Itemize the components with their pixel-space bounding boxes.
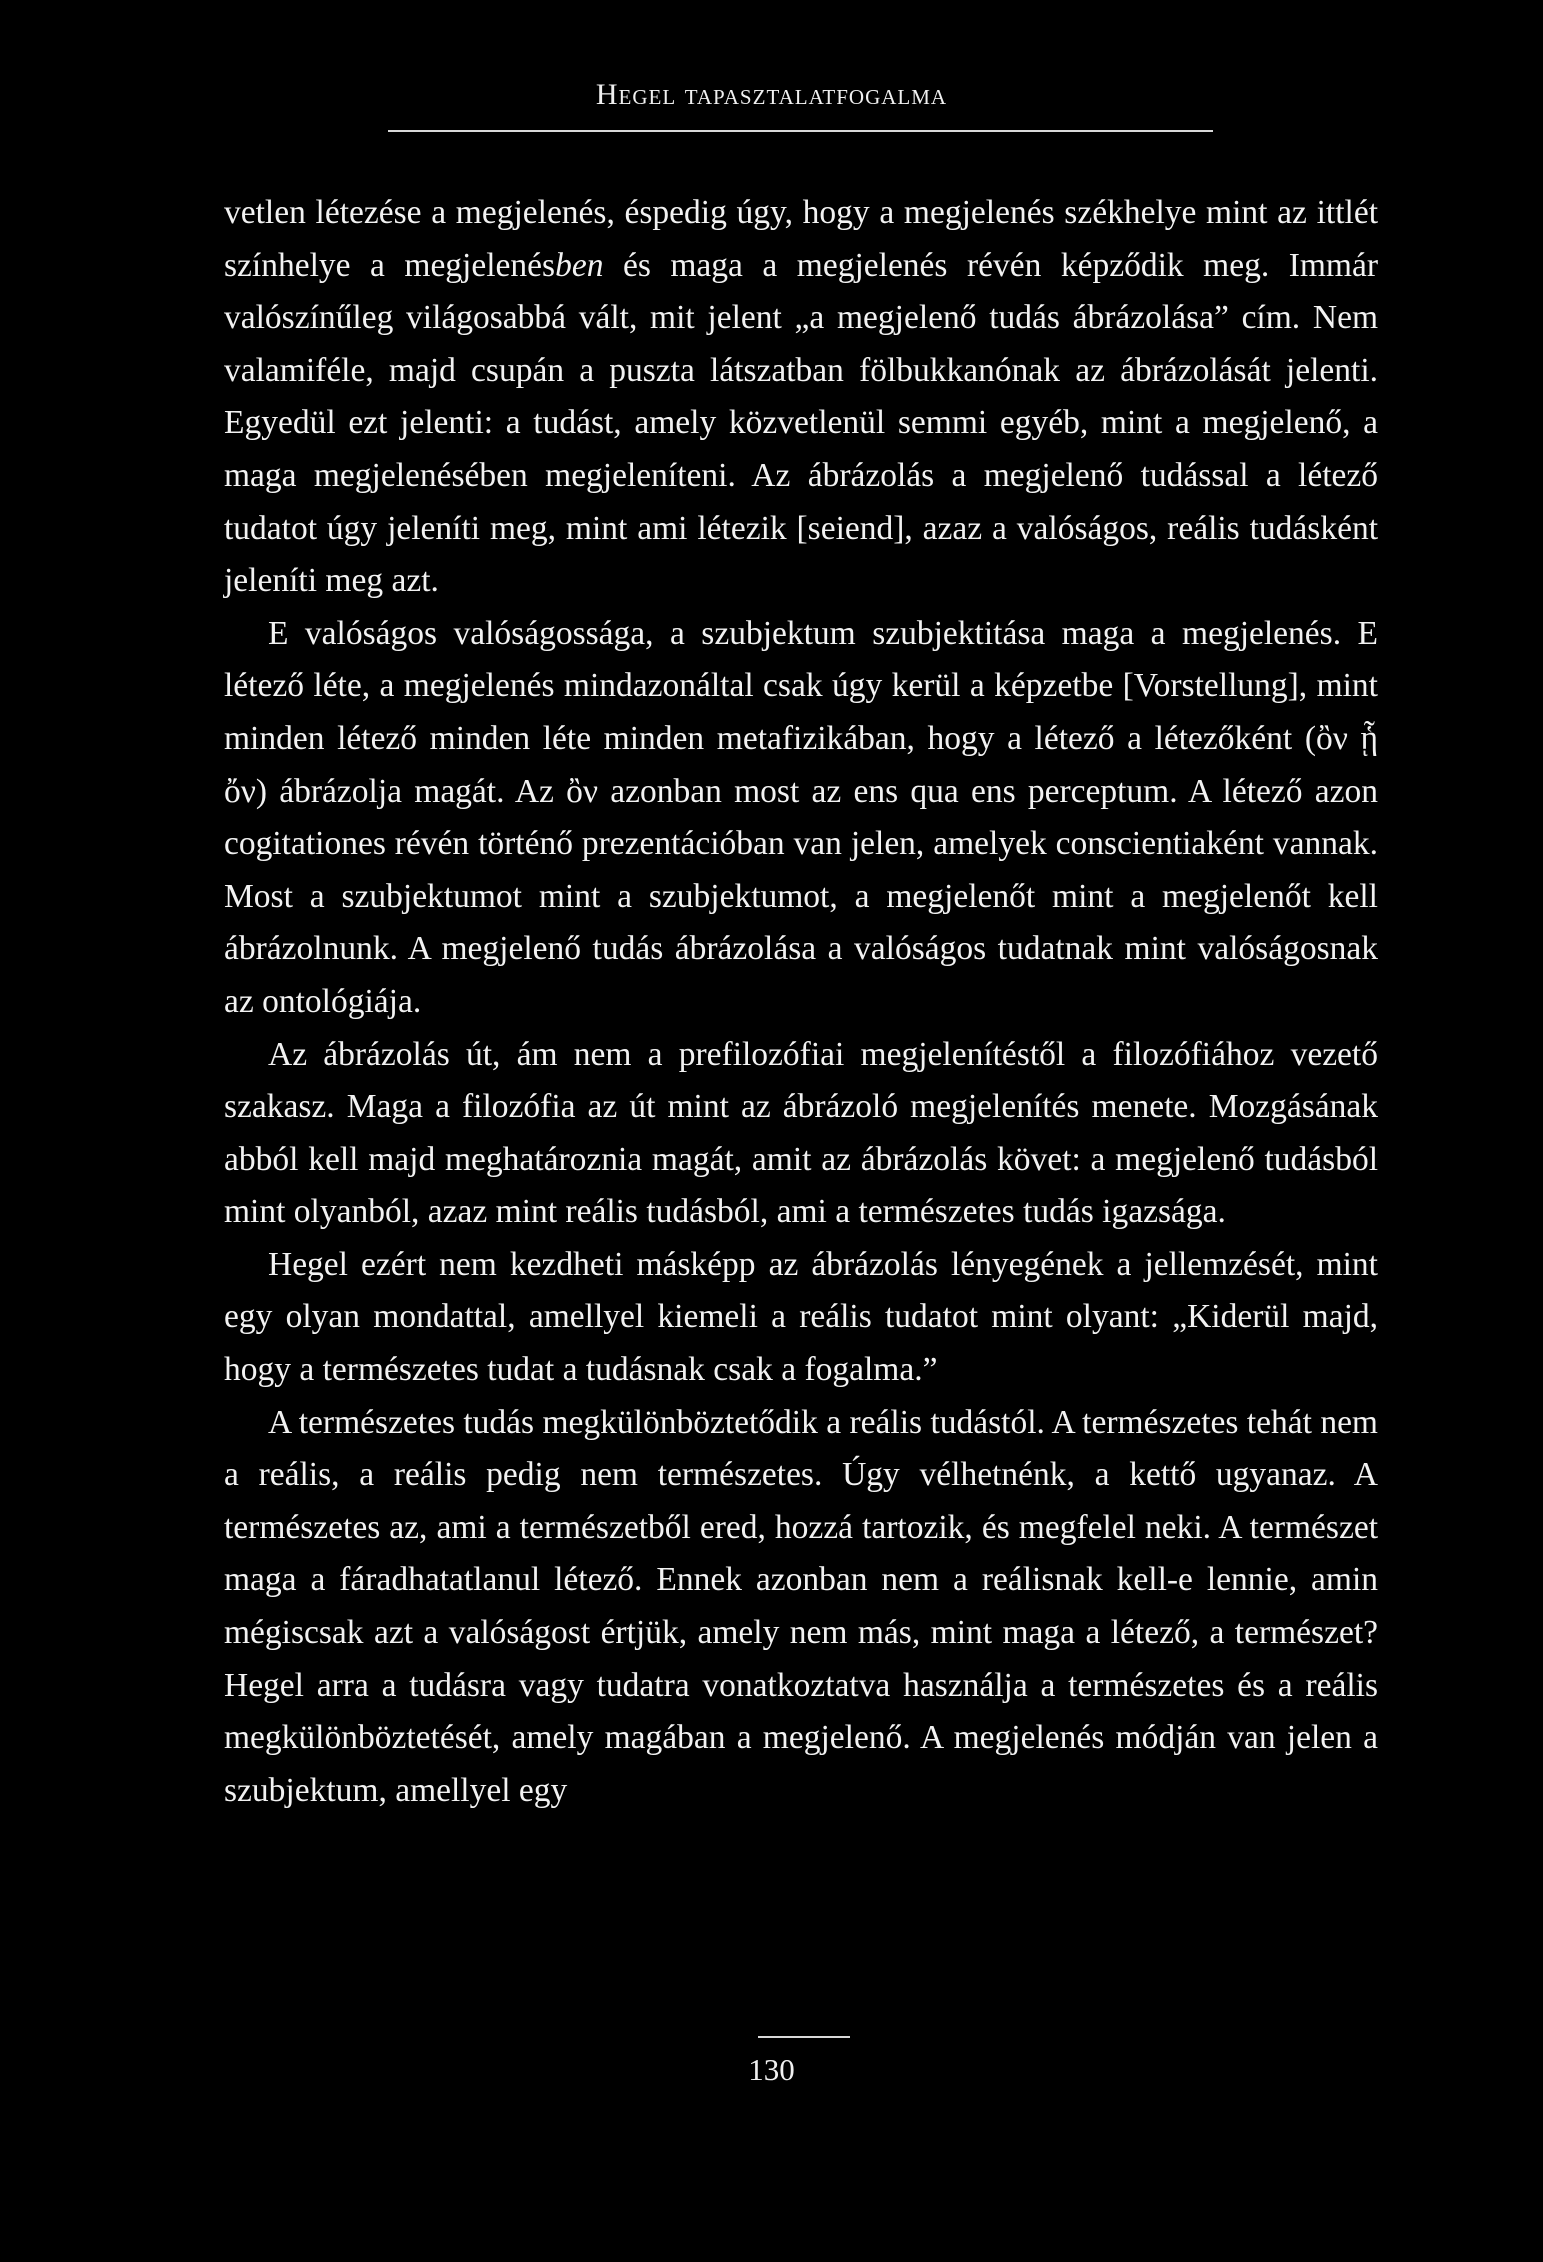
body-text (224, 187, 1378, 1817)
paragraph-text: E valóságos valóságossága, a szubjektum szubjektitása maga a megjelenés. E létező léte, a megjelenés mindazonáltal csak úgy kerül a képzetbe [Vorstellung], mint minden létező minden léte minden metafizikában, hogy a létező a létezőként (ὂν ᾗ ὄν) ábrázolja magát. Az ὂν azonban most az ens qua ens perceptum. A létező azon cogitationes révén történő prezentációban van jelen, amelyek conscientiaként vannak. Most a szubjektumot mint a szubjektumot, a megjelenőt mint a megjelenőt kell ábrázolnunk. A megjelenő tudás ábrázolása a valóságos tudatnak mint valóságosnak az ontológiája. (224, 614, 1378, 1020)
paragraph (224, 1397, 1378, 1818)
paragraph-text: Hegel ezért nem kezdheti másképp az ábrázolás lényegének a jellemzését, mint egy olyan mondattal, amellyel kiemeli a reális tudatot mint olyant: „Kiderül majd, hogy a természetes tudat a tudásnak csak a fogalma.” (224, 1245, 1378, 1389)
header-rule (388, 130, 1213, 132)
paragraph (224, 1239, 1378, 1397)
paragraph-text: A természetes tudás megkülönböztetődik a reális tudástól. A természetes tehát nem a reális, a reális pedig nem természetes. Úgy vélhetnénk, a kettő ugyanaz. A természetes az, ami a természetből ered, hozzá tartozik, és megfelel neki. A természet maga a fáradhatatlanul létező. Ennek azonban nem a reálisnak kell-e lennie, amin mégiscsak azt a valóságost értjük, amely nem más, mint maga a létező, a természet? Hegel arra a tudásra vagy tudatra vonatkoztatva használja a természetes és a reális megkülönböztetését, amely magában a megjelenő. A megjelenés módján van jelen a szubjektum, amellyel egy (224, 1403, 1378, 1809)
paragraph (224, 608, 1378, 1029)
paragraph-text: és maga a megjelenés révén képződik meg. Immár valószínűleg világosabbá vált, mit jelent „a megjelenő tudás ábrázolása” cím. Nem valamiféle, majd csupán a puszta látszatban fölbukkanónak az ábrázolását jelenti. Egyedül ezt jelenti: a tudást, amely közvetlenül semmi egyéb, mint a megjelenő, a maga megjelenésében megjeleníteni. Az ábrázolás a megjelenő tudással a létező tudatot úgy jeleníti meg, mint ami létezik [seiend], azaz a valóságos, reális tudásként jeleníti meg azt. (224, 246, 1379, 600)
paragraph-text: Az ábrázolás út, ám nem a prefilozófiai megjelenítéstől a filozófiához vezető szakasz. Maga a filozófia az út mint az ábrázoló megjelenítés menete. Mozgásának abból kell majd meghatároznia magát, amit az ábrázolás követ: a megjelenő tudásból mint olyanból, azaz mint reális tudásból, ami a természetes tudás igazsága. (224, 1035, 1378, 1231)
running-head: Hegel tapasztalatfogalma (595, 78, 948, 111)
page-number: 130 (748, 2052, 795, 2087)
footer-rule (758, 2036, 850, 2038)
paragraph-text: vetlen létezése a megjelenés, éspedig úgy, hogy a megjelenés székhelye mint az ittlét színhelye a megjelenés (224, 194, 1378, 284)
paragraph (224, 187, 1378, 608)
paragraph (224, 1029, 1378, 1239)
italic-text: ben (555, 246, 604, 284)
